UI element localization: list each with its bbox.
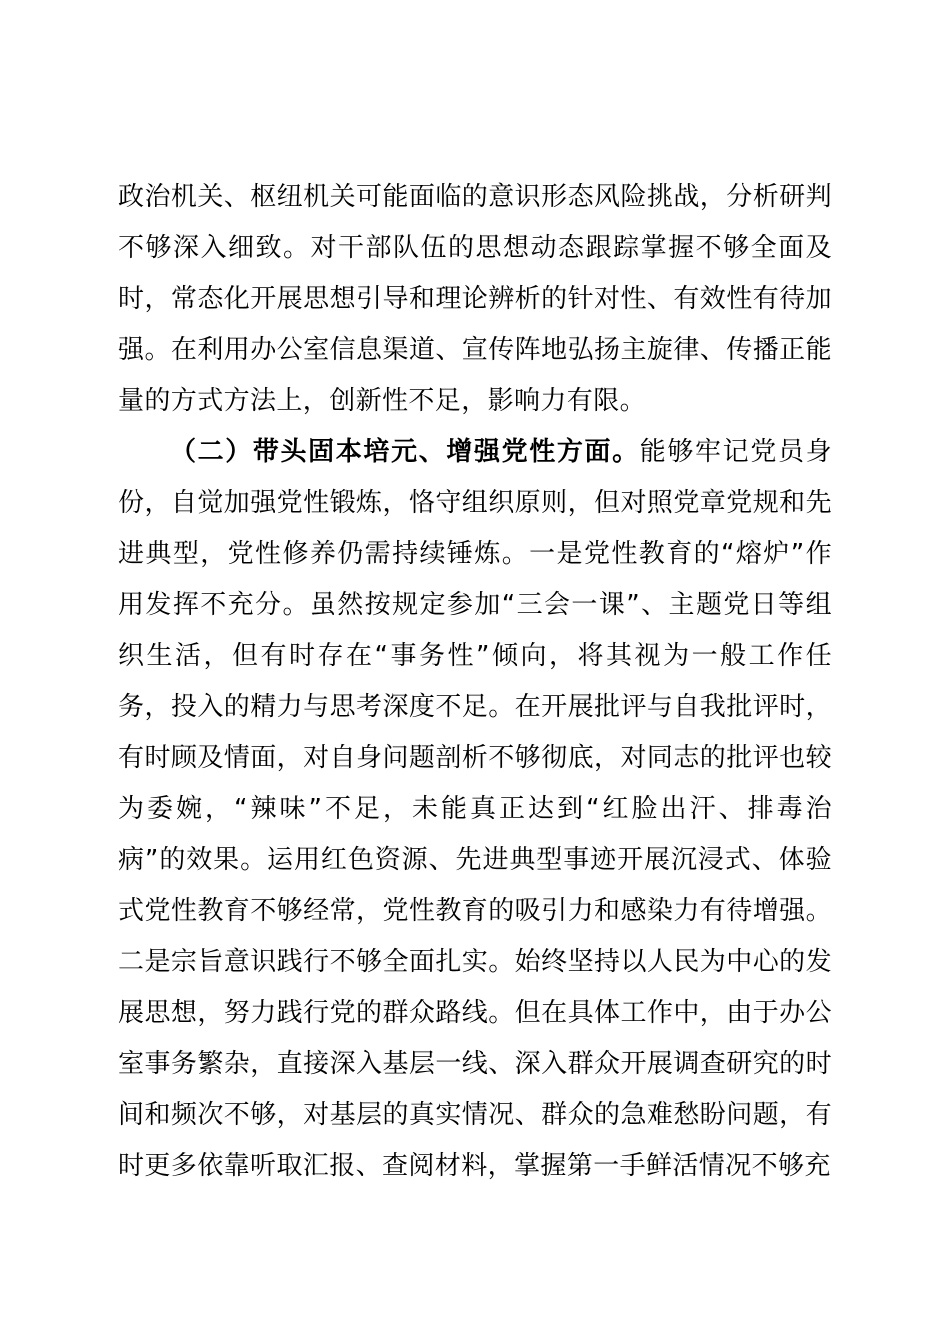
paragraph-1-text: 政治机关、枢纽机关可能面临的意识形态风险挑战，分析研判不够深入细致。对干部队伍的思想动态跟踪掌握不够全面及时，常态化开展思想引导和理论辨析的针对性、有效性有待加强。在利用办公室信息渠道、宣传阵地弘扬主旋律、传播正能量的方式方法上，创新性不足，影响力有限。 bbox=[118, 182, 832, 416]
section-2-heading: （二）带头固本培元、增强党性方面。 bbox=[170, 437, 640, 467]
paragraph-section-2 bbox=[118, 427, 832, 1192]
document-body-text bbox=[118, 172, 832, 1192]
paragraph-2-text: 能够牢记党员身份，自觉加强党性锻炼，恪守组织原则，但对照党章党规和先进典型，党性修养仍需持续锤炼。一是党性教育的“熔炉”作用发挥不充分。虽然按规定参加“三会一课”、主题党日等组织生活，但有时存在“事务性”倾向，将其视为一般工作任务，投入的精力与思考深度不足。在开展批评与自我批评时，有时顾及情面，对自身问题剖析不够彻底，对同志的批评也较为委婉，“辣味”不足，未能真正达到“红脸出汗、排毒治病”的效果。运用红色资源、先进典型事迹开展沉浸式、体验式党性教育不够经常，党性教育的吸引力和感染力有待增强。二是宗旨意识践行不够全面扎实。始终坚持以人民为中心的发展思想，努力践行党的群众路线。但在具体工作中，由于办公室事务繁杂，直接深入基层一线、深入群众开展调查研究的时间和频次不够，对基层的真实情况、群众的急难愁盼问题，有时更多依靠听取汇报、查阅材料，掌握第一手鲜活情况不够充 bbox=[118, 437, 832, 1181]
paragraph-continuation bbox=[118, 172, 832, 427]
